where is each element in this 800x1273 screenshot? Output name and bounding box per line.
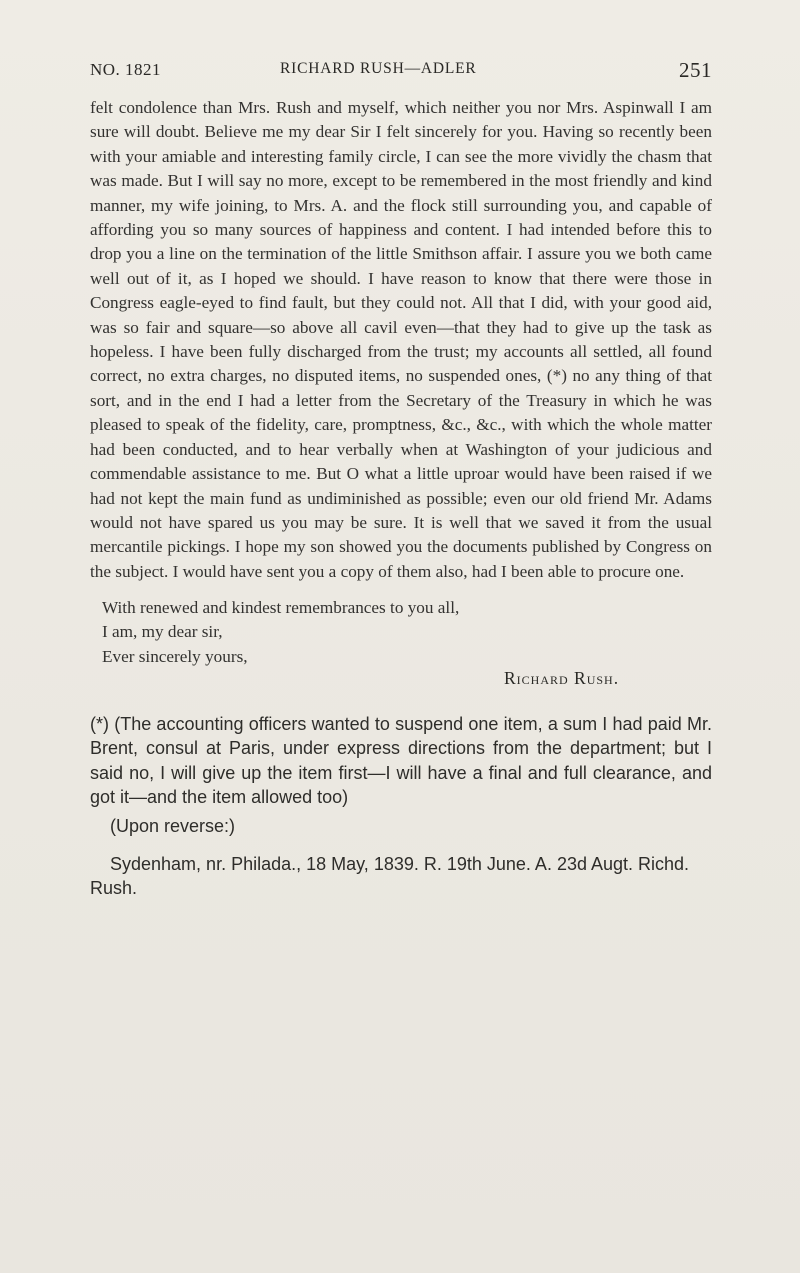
page-header [90, 60, 712, 90]
signature: Richard Rush. [504, 668, 620, 688]
document-number: NO. 1821 [90, 60, 162, 79]
page-number: 251 [679, 58, 712, 82]
letter-closing [90, 596, 712, 669]
closing-line-2: I am, my dear sir, [102, 622, 223, 642]
closing-line-1: With renewed and kindest remembrances to you all, [102, 598, 460, 617]
running-title: RICHARD RUSH—ADLER [280, 60, 477, 77]
endorsement [90, 852, 712, 900]
letter-paragraph: felt condolence than Mrs. Rush and myself, which neither you nor Mrs. Aspinwall I am sure will doubt. Believe me my dear Sir I felt sincerely for you. Having so recently been with your amiable and interesting family circle, I can see the more vividly the chasm that was made. But I will say no more, except to be remembered in the most friendly and kind manner, my wife joining, to Mrs. A. and the flock still surrounding you, and capable of affording you so many sources of happiness and content. I had intended before this to drop you a line on the termination of the little Smithson affair. I assure you we both came well out of it, as I hoped we should. I have reason to know that there were those in Congress eagle-eyed to find fault, but they could not. All that I did, with your good aid, was so fair and square—so above all cavil even—that they had to give up the task as hopeless. I have been fully discharged from the trust; my accounts all settled, all found correct, no extra charges, no disputed items, no suspended ones, (*) no any thing of that sort, and in the end I had a letter from the Secretary of the Treasury in which he was pleased to speak of the fidelity, care, promptness, &c., &c., with which the whole matter had been conducted, and to hear verbally when at Washington of your judicious and commendable assistance to me. But O what a little uproar would have been raised if we had not kept the main fund as undiminished as possible; even our old friend Mr. Adams would not have spared us you may be sure. It is well that we saved it from the usual mercantile pickings. I hope my son showed you the documents published by Congress on the subject. I would have sent you a copy of them also, had I been able to procure one. [90, 98, 712, 581]
closing-line-3: Ever sincerely yours, [102, 646, 248, 666]
endorsement-text: Sydenham, nr. Philada., 18 May, 1839. R. 19th June. A. 23d Augt. Richd. Rush. [90, 854, 690, 898]
footnote: (*) (The accounting officers wanted to suspend one item, a sum I had paid Mr. Brent, consul at Paris, under express directions from the department; but I said no, I will give up the item first—I will have a final and full clearance, and got it—and the item allowed too) [90, 714, 712, 807]
letter-body [90, 96, 712, 584]
reverse-label: (Upon reverse:) [110, 816, 236, 836]
